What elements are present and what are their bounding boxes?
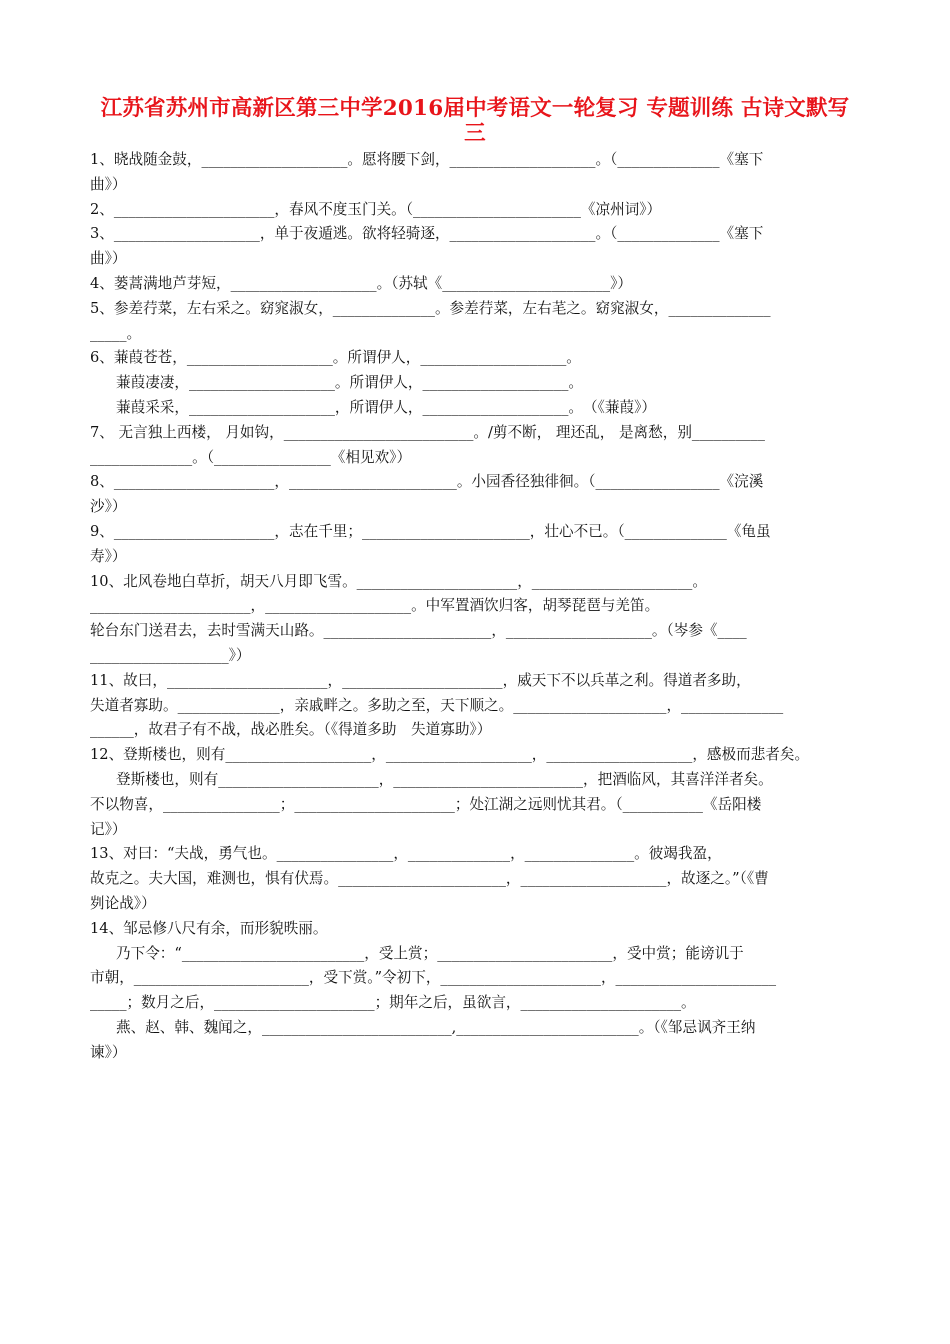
- question-line: 8、______________________，_______________________。小园香径独徘徊。（_________________《浣溪: [90, 473, 764, 491]
- question-item: [90, 272, 860, 297]
- question-item: [90, 669, 860, 743]
- question-line: 7、 无言独上西楼， 月如钩，__________________________。/剪不断， 理还乱， 是离愁，别__________: [90, 423, 765, 441]
- question-line: 9、______________________，志在千里；_______________________，壮心不已。（______________《龟虽: [90, 522, 771, 540]
- question-item: [90, 198, 860, 223]
- document-title: [90, 96, 860, 146]
- question-line: 寿》）: [90, 547, 127, 565]
- question-line: 曲》）: [90, 175, 127, 193]
- question-item: [90, 966, 860, 1016]
- question-line: 沙》）: [90, 498, 127, 516]
- question-item: [90, 768, 860, 793]
- question-item: [90, 842, 860, 916]
- question-line: _____；数月之后，______________________；期年之后，虽欲言，______________________。: [90, 994, 696, 1012]
- question-line: 2、______________________，春风不度玉门关。（_______________________《凉州词》）: [90, 200, 662, 218]
- question-line: 6、蒹葭苍苍，____________________。所谓伊人，____________________。: [90, 349, 581, 367]
- question-item: [90, 222, 860, 272]
- question-item: [90, 793, 860, 843]
- question-item: [90, 396, 860, 421]
- question-line: 失道者寡助。______________，亲戚畔之。多助之至，天下顺之。_____________________，______________: [90, 696, 784, 714]
- question-line: 12、登斯楼也，则有____________________，____________________，____________________，感极而悲者矣。: [90, 746, 810, 764]
- question-line: 市朝，________________________，受下赏。”令初下，______________________，______________________: [90, 969, 777, 987]
- question-line: 11、故曰，______________________，______________________，威天下不以兵革之利。得道者多助，: [90, 671, 751, 689]
- question-item: [90, 470, 860, 520]
- question-line: 乃下令：“_________________________，受上赏；________________________，受中赏；能谤讥于: [116, 944, 744, 962]
- question-item: [90, 297, 860, 347]
- question-line: 4、蒌蒿满地芦芽短，____________________。（苏轼《_______________________》）: [90, 274, 632, 292]
- question-line: 蒹葭采采，____________________，所谓伊人，____________________。 （《蒹葭》）: [116, 398, 656, 416]
- question-list: [90, 148, 860, 1065]
- title-line-2: 三: [464, 121, 486, 146]
- question-line: 3、____________________，单于夜遁逃。欲将轻骑逐，____________________。（______________《塞下: [90, 225, 764, 243]
- question-item: [90, 1041, 860, 1066]
- question-line: 记》）: [90, 820, 127, 838]
- question-item: [90, 570, 860, 669]
- question-line: 刿论战》）: [90, 894, 156, 912]
- question-item: [90, 1016, 860, 1041]
- question-item: [90, 371, 860, 396]
- question-line: 13、对曰：“夫战，勇气也。________________，______________，_______________。彼竭我盈，: [90, 845, 722, 863]
- question-line: 10、北风卷地白草折，胡天八月即飞雪。______________________，______________________。: [90, 572, 707, 590]
- question-line: 登斯楼也，则有______________________，__________________________，把酒临风，其喜洋洋者矣。: [116, 770, 773, 788]
- question-item: [90, 421, 860, 471]
- question-line: 轮台东门送君去，去时雪满天山路。_______________________，____________________。（岑参《____: [90, 622, 747, 640]
- question-line: 5、参差荇菜，左右采之。窈窕淑女，______________。参差荇菜，左右芼之。窈窕淑女，______________: [90, 299, 771, 317]
- question-item: [90, 520, 860, 570]
- question-item: [90, 942, 860, 967]
- question-line: 14、邹忌修八尺有余，而形貌昳丽。: [90, 919, 328, 937]
- question-line: 燕、赵、韩、魏闻之，__________________________,_________________________。（《邹忌讽齐王纳: [116, 1018, 756, 1036]
- question-line: _____。: [90, 324, 142, 342]
- title-line-1: 江苏省苏州市高新区第三中学2016届中考语文一轮复习 专题训练 古诗文默写: [100, 96, 850, 121]
- question-item: [90, 743, 860, 768]
- question-item: [90, 917, 860, 942]
- question-line: 蒹葭凄凄，____________________。所谓伊人，____________________。: [116, 374, 584, 392]
- question-line: 不以物喜，________________；______________________；处江湖之远则忧其君。（___________《岳阳楼: [90, 795, 762, 813]
- question-item: [90, 346, 860, 371]
- question-line: ______，故君子有不战，战必胜矣。（《得道多助 失道寡助》）: [90, 721, 492, 739]
- question-line: ______________。（________________《相见欢》）: [90, 448, 412, 466]
- question-line: 谏》）: [90, 1043, 127, 1061]
- question-line: ______________________，____________________。中军置酒饮归客，胡琴琵琶与羌笛。: [90, 597, 660, 615]
- question-item: [90, 148, 860, 198]
- question-line: 故克之。夫大国，难测也，惧有伏焉。_______________________，____________________，故逐之。”（《曹: [90, 870, 769, 888]
- question-line: 曲》）: [90, 250, 127, 268]
- question-line: 1、晓战随金鼓，____________________。愿将腰下剑，____________________。（______________《塞下: [90, 151, 764, 168]
- question-line: ___________________》）: [90, 646, 251, 664]
